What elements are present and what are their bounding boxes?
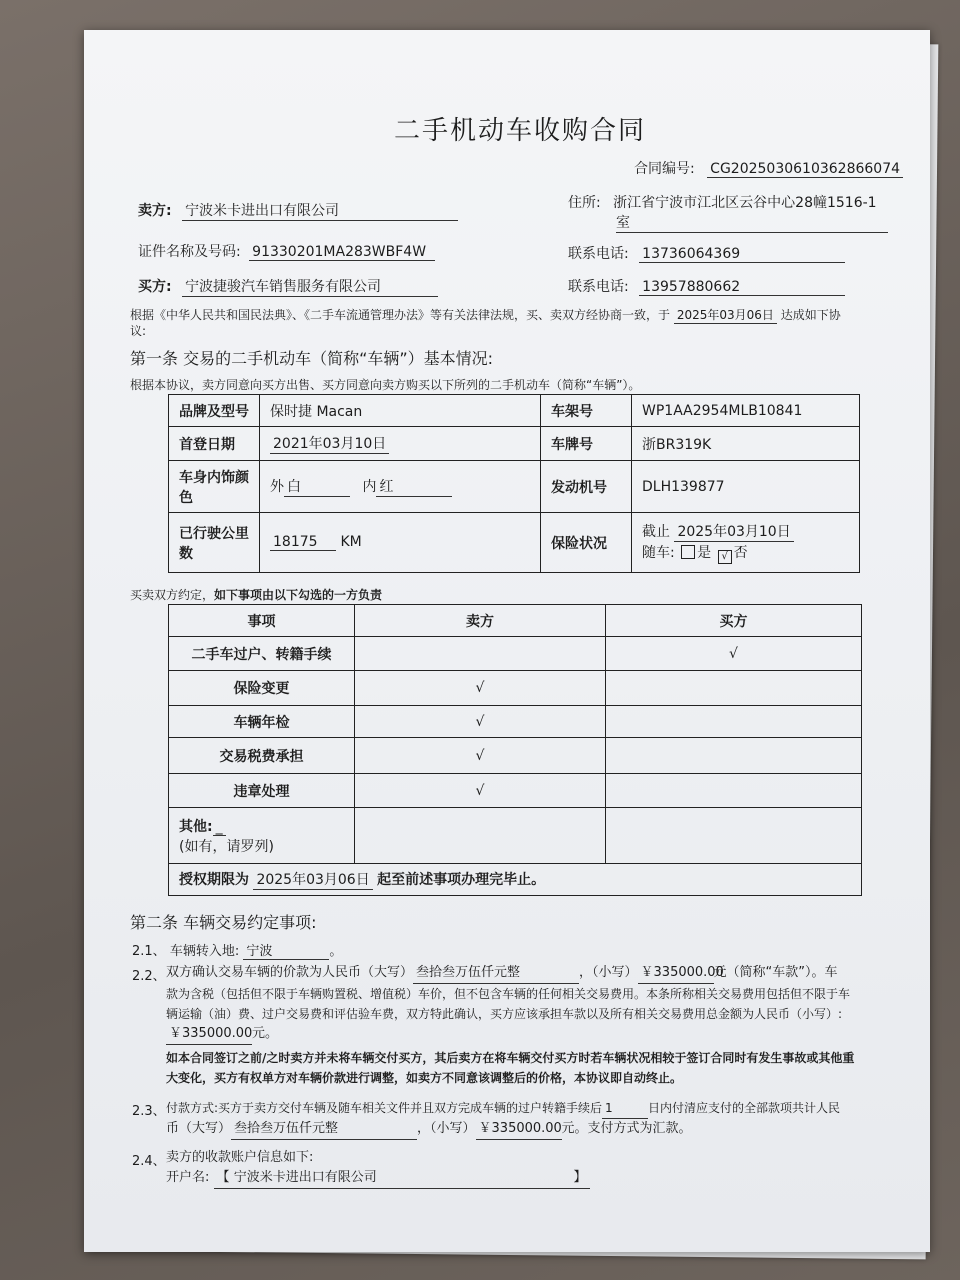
deadline-date: 2025年03月06日 — [253, 869, 372, 890]
transfer-destination: 宁波 — [243, 940, 329, 960]
insurance-no-checkbox: √ — [718, 550, 732, 564]
clause-2-3-text: 付款方式:买方于卖方交付车辆及随车相关文件并且双方完成车辆的过户转籍手续后 — [166, 1101, 603, 1115]
clause-2-2-text-b: ，（小写） — [579, 965, 638, 980]
color-label-line1: 车身内饰颜 — [179, 469, 249, 486]
contract-title: 二手机动车收购合同 — [394, 116, 647, 146]
mileage-unit: KM — [340, 534, 362, 550]
payment-uppercase: 叁拾叁万伍仟元整 — [231, 1119, 417, 1140]
duties-buyer-check — [606, 774, 862, 808]
preamble-text-cont: 议: — [130, 324, 147, 338]
clause-2-3-number: 2.3、 — [132, 1104, 166, 1119]
deadline-cell — [169, 864, 862, 896]
mileage-cell — [260, 513, 541, 573]
ext-color-prefix: 外 — [270, 479, 284, 495]
mileage-label-line2: 数 — [179, 545, 193, 562]
duties-item: 交易税费承担 — [169, 738, 355, 774]
insurance-cell — [632, 513, 860, 573]
agreement-date: 2025年03月06日 — [674, 306, 777, 324]
engine-value: DLH139877 — [632, 461, 860, 513]
duties-seller-check — [355, 637, 606, 671]
insurance-label: 保险状况 — [541, 513, 632, 573]
clause-2-3-text-b: 日内付清应支付的全部款项共计人民 — [648, 1101, 841, 1115]
clause-2-1 — [132, 940, 342, 960]
clause-2-2-number: 2.2、 — [132, 969, 166, 984]
duties-other-value: _ — [213, 819, 226, 836]
insurance-yes-checkbox — [681, 545, 695, 559]
adjustment-clause-line2: 大变化，买方有权单方对车辆价款进行调整，如卖方不同意该调整后的价格，本协议即自动终止。 — [166, 1071, 683, 1085]
preamble-text-end: 达成如下协 — [780, 308, 841, 322]
plate-value: 浙BR319K — [632, 427, 860, 461]
account-name-close: 】 — [573, 1170, 587, 1185]
duties-row — [169, 774, 862, 808]
duties-other-seller — [355, 808, 606, 864]
payment-lowercase: ￥335000.00 — [476, 1119, 562, 1140]
total-amount: ￥335000.00 — [166, 1024, 252, 1045]
seller-phone: 13736064369 — [639, 246, 845, 263]
preamble — [130, 306, 841, 324]
duties-intro — [130, 586, 382, 603]
insurance-no-label: 否 — [733, 545, 748, 561]
duties-buyer-check — [606, 671, 862, 706]
seller-address — [568, 192, 877, 212]
adjustment-clause-line1: 如本合同签订之前/之时卖方并未将车辆交付买方，其后卖方在将车辆交付买方时若车辆状况相较于签订合同时有发生事故或其他重 — [166, 1051, 855, 1065]
contract-number-label: 合同编号: — [634, 161, 695, 177]
mileage-label-line1: 已行驶公里 — [179, 525, 249, 542]
color-label — [169, 461, 260, 513]
clause-2-3-line2: 币（大写） — [166, 1121, 232, 1136]
duties-row — [169, 738, 862, 774]
clause-2-2-text: 双方确认交易车辆的价款为人民币（大写） — [166, 965, 414, 980]
vin-value: WP1AA2954MLB10841 — [632, 395, 860, 427]
duties-buyer-check — [606, 738, 862, 774]
buyer-name: 宁波捷骏汽车销售服务有限公司 — [182, 276, 438, 297]
duties-item: 车辆年检 — [169, 706, 355, 738]
seller-id-label: 证件名称及号码: — [138, 244, 241, 260]
duties-row — [169, 637, 862, 671]
duties-buyer-check — [606, 706, 862, 738]
duties-other-buyer — [606, 808, 862, 864]
clause-2-3-line2-c: 元。支付方式为汇款。 — [561, 1121, 692, 1136]
duties-intro-text: 买卖双方约定， — [130, 588, 215, 602]
insurance-yes-label: 是 — [697, 545, 712, 561]
account-name-label: 开户名: — [166, 1170, 210, 1185]
buyer-label: 买方: — [138, 279, 172, 295]
duties-seller-check: √ — [355, 774, 606, 808]
duties-row — [169, 671, 862, 706]
vehicle-table — [168, 394, 860, 573]
contract-number-value: CG2025030610362866074 — [707, 161, 903, 178]
deadline-tail: 起至前述事项办理完毕止。 — [377, 872, 546, 888]
plate-label: 车牌号 — [541, 427, 632, 461]
clause-2-1-end: 。 — [329, 944, 343, 959]
reg-date-cell — [260, 427, 541, 461]
duties-other-label: 其他: — [179, 818, 213, 835]
seller-phone-label: 联系电话: — [568, 246, 629, 262]
reg-date-label: 首登日期 — [169, 427, 260, 461]
seller-id-value: 91330201MA283WBF4W — [249, 244, 435, 261]
insurance-with-label: 随车: — [642, 545, 675, 561]
clause-2-2-line2: 款为含税（包括但不限于车辆购置税、增值税）车价，但不包含车辆的任何相关交易费用。本条所称相关交易费用包括但不限于车 — [166, 987, 851, 1001]
duties-seller-check: √ — [355, 671, 606, 706]
buyer-row — [138, 276, 438, 297]
section1-heading: 第一条 交易的二手机动车（简称“车辆”）基本情况: — [130, 349, 494, 368]
duties-item: 二手车过户、转籍手续 — [169, 637, 355, 671]
account-name-field — [214, 1168, 590, 1189]
duties-seller-check: √ — [355, 706, 606, 738]
engine-label: 发动机号 — [541, 461, 632, 513]
brand-label: 品牌及型号 — [169, 395, 260, 427]
clause-2-2-end: 元。 — [252, 1026, 279, 1041]
price-lowercase: ￥335000.00 — [638, 963, 714, 984]
color-label-line2: 色 — [179, 489, 193, 506]
clause-2-2-line3: 辆运输（油）费、过户交易费和评估验车费，双方特此确认，买方应该承担车款以及所有相关交易费用总金额为人民币（小写）: — [166, 1007, 843, 1021]
duties-buyer-check: √ — [606, 637, 862, 671]
clause-2-2-text-c: 元（简称“车款”）。车 — [713, 965, 838, 980]
adjustment-clause — [166, 1048, 906, 1088]
int-color: 红 — [376, 476, 452, 497]
mileage-label — [169, 513, 260, 573]
insurance-prefix: 截止 — [642, 524, 670, 540]
price-uppercase: 叁拾叁万伍仟元整 — [413, 963, 579, 984]
duties-head-seller: 卖方 — [355, 605, 606, 637]
clause-2-1-label: 车辆转入地: — [169, 944, 240, 959]
clause-2-3-line2-b: ，（小写） — [417, 1121, 476, 1136]
buyer-phone-row — [568, 276, 845, 296]
clause-2-4 — [166, 1148, 906, 1189]
duties-seller-check: √ — [355, 738, 606, 774]
seller-address-label: 住所: — [568, 195, 601, 211]
section2-heading: 第二条 车辆交易约定事项: — [130, 913, 317, 932]
payment-days: 1 — [602, 1098, 648, 1119]
seller-label: 卖方: — [138, 203, 172, 219]
duties-item: 违章处理 — [169, 774, 355, 808]
duties-head-item: 事项 — [169, 605, 355, 637]
clause-2-4-line1: 卖方的收款账户信息如下: — [166, 1150, 314, 1165]
reg-date-value: 2021年03月10日 — [270, 433, 389, 454]
insurance-date: 2025年03月10日 — [674, 521, 793, 542]
account-name: 宁波米卡进出口有限公司 — [233, 1170, 377, 1185]
duties-other-cell — [169, 808, 355, 864]
buyer-phone-label: 联系电话: — [568, 279, 629, 295]
clause-2-4-number: 2.4、 — [132, 1154, 166, 1169]
seller-phone-row — [568, 243, 845, 263]
seller-name: 宁波米卡进出口有限公司 — [182, 200, 458, 221]
clause-2-2 — [166, 963, 906, 1045]
seller-row — [138, 200, 458, 221]
seller-address-line1: 浙江省宁波市江北区云谷中心28幢1516-1 — [613, 195, 877, 211]
section1-intro: 根据本协议，卖方同意向买方出售、买方同意向卖方购买以下所列的二手机动车（简称“车辆”）。 — [130, 378, 641, 392]
ext-color: 白 — [284, 476, 350, 497]
duties-other-note: (如有，请罗列) — [179, 838, 274, 855]
duties-intro-bold: 如下事项由以下勾选的一方负责 — [214, 588, 383, 602]
duties-table — [168, 604, 862, 896]
clause-2-3 — [166, 1098, 906, 1140]
clause-2-1-number: 2.1、 — [132, 944, 166, 959]
contract-number-row — [634, 158, 903, 178]
preamble-text: 根据《中华人民共和国民法典》、《二手车流通管理办法》等有关法律法规，买、卖双方经协商一致，于 — [130, 308, 671, 322]
duties-head-buyer: 买方 — [606, 605, 862, 637]
seller-id-row — [138, 241, 435, 261]
contract-sheet — [84, 30, 930, 1252]
buyer-phone: 13957880662 — [639, 279, 845, 296]
mileage-value: 18175 — [270, 534, 336, 551]
int-color-prefix: 内 — [362, 479, 377, 495]
duties-item: 保险变更 — [169, 671, 355, 706]
vin-label: 车架号 — [541, 395, 632, 427]
duties-row — [169, 706, 862, 738]
deadline-label: 授权期限为 — [179, 872, 249, 888]
account-name-open: 【 — [216, 1170, 230, 1185]
brand-value: 保时捷 Macan — [260, 395, 541, 427]
color-cell — [260, 461, 541, 513]
seller-address-line2: 室 — [616, 212, 888, 233]
